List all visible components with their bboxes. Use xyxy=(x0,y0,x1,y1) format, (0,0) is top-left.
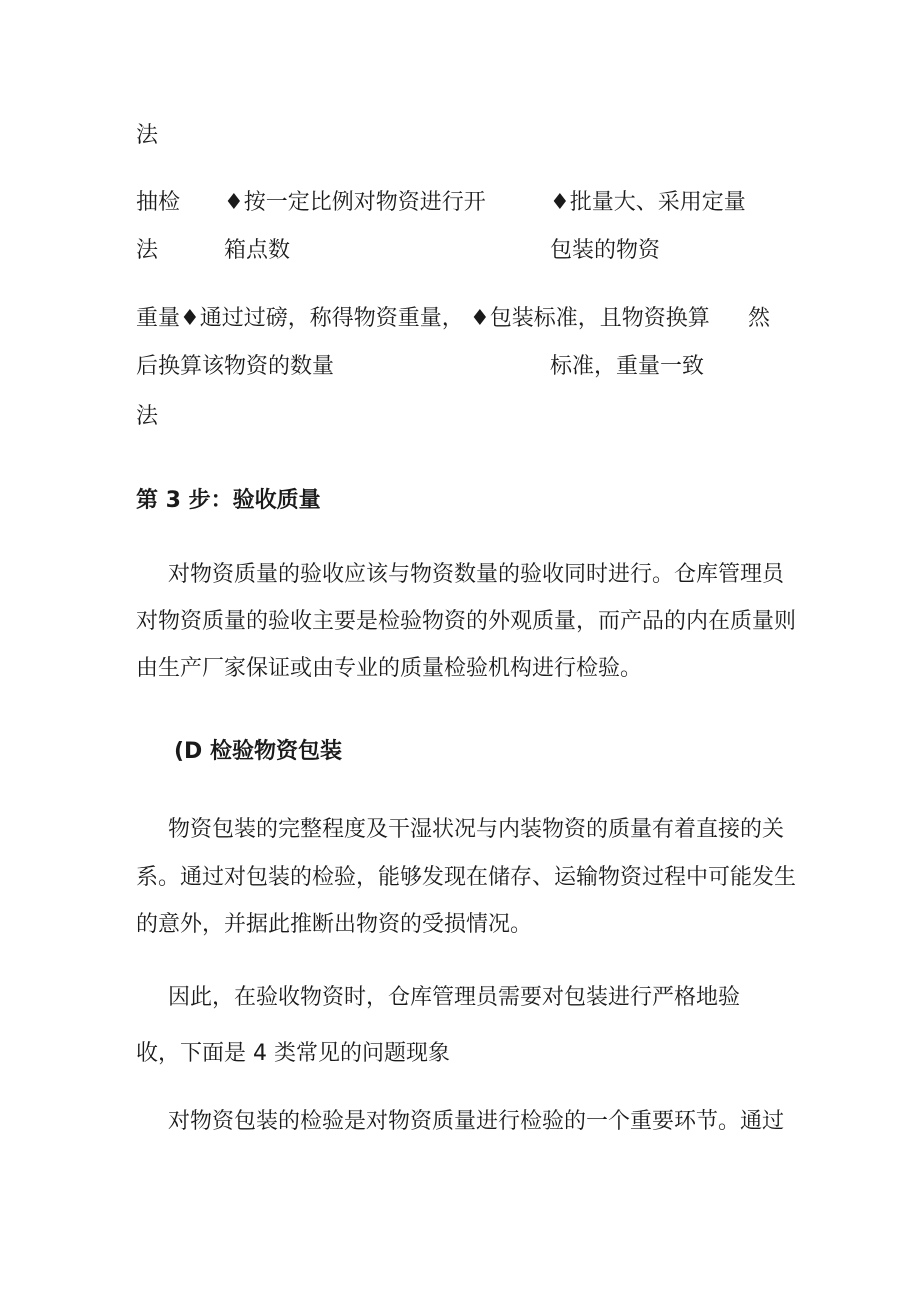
weighing-line2-description: 后换算该物资的数量 xyxy=(136,354,335,379)
para1-line1: 对物资质量的验收应该与物资数量的验收同时进行。仓库管理员 xyxy=(168,562,785,587)
para2-line2: 系。通过对包装的检验，能够发现在储存、运输物资过程中可能发生 xyxy=(136,865,797,890)
spot-check-method-line1: 抽检 xyxy=(136,190,181,215)
method-name-tail: 法 xyxy=(136,123,159,148)
subheading-check-packaging: (D 检验物资包装 xyxy=(174,739,342,764)
spot-check-scope-line1: ♦批量大、采用定量 xyxy=(550,190,746,215)
para3-line2: 收，下面是 4 类常见的问题现象 xyxy=(136,1041,450,1066)
step3-heading: 第 3 步：验收质量 xyxy=(136,488,321,513)
spot-check-method-line2: 法 xyxy=(136,238,159,263)
para1-line3: 由生产厂家保证或由专业的质量检验机构进行检验。 xyxy=(136,656,643,681)
para2-line3: 的意外，并据此推断出物资的受损情况。 xyxy=(136,912,533,937)
spot-check-description-line2: 箱点数 xyxy=(224,238,291,263)
weighing-line1-tail: 然 xyxy=(748,306,771,331)
spot-check-description-line1: ♦按一定比例对物资进行开 xyxy=(224,190,486,215)
para2-line1: 物资包装的完整程度及干湿状况与内装物资的质量有着直接的关 xyxy=(168,817,785,842)
weighing-line2-scope: 标准，重量一致 xyxy=(550,354,705,379)
para3-line1: 因此，在验收物资时，仓库管理员需要对包装进行严格地验 xyxy=(168,985,741,1010)
para4-line1: 对物资包装的检验是对物资质量进行检验的一个重要环节。通过 xyxy=(168,1109,785,1134)
weighing-line1-description: 重量♦通过过磅，称得物资重量， xyxy=(136,306,464,331)
weighing-line1-scope: ♦包装标准，且物资换算 xyxy=(470,306,710,331)
para1-line2: 对物资质量的验收主要是检验物资的外观质量，而产品的内在质量则 xyxy=(136,609,797,634)
weighing-method-tail: 法 xyxy=(136,404,159,429)
spot-check-scope-line2: 包装的物资 xyxy=(550,238,661,263)
